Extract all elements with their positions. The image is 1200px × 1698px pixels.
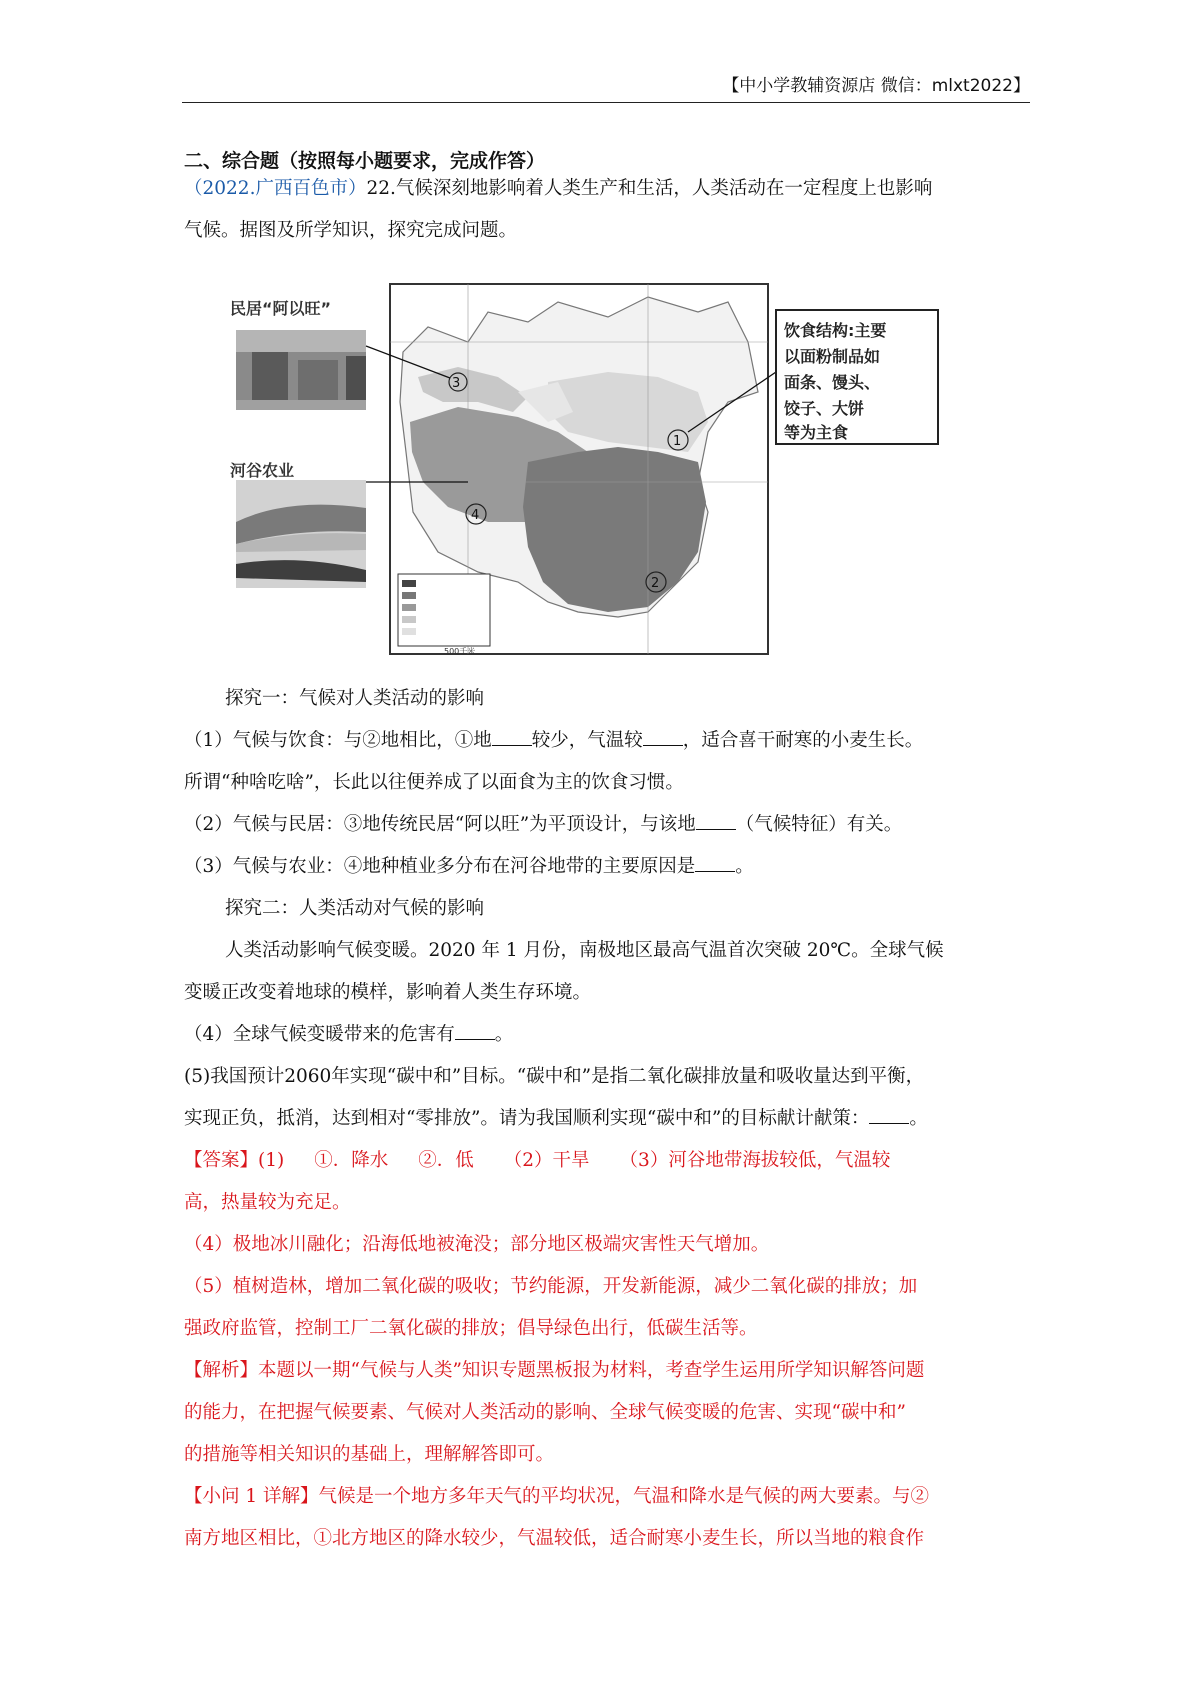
svg-text:1: 1 [673,434,682,449]
photo-ayiwang [230,299,366,410]
svg-text:4: 4 [471,508,480,523]
header-text: 【中小学教辅资源店 微信：mlxt2022】 [722,76,1030,96]
q5-line1: (5)我国预计2060年实现“碳中和”目标。“碳中和”是指二氧化碳排放量和吸收量达到平衡， [184,1066,925,1087]
question-stem-line2: 气候。据图及所学知识，探究完成问题。 [184,220,518,241]
question-stem-text: 22.气候深刻地影响着人类生产和生活，人类活动在一定程度上也影响 [366,178,933,199]
legend-scale: 500千米 [444,647,476,656]
note-line-3: 面条、馒头、 [784,373,881,392]
explore2-para-line1: 人类活动影响气候变暖。2020 年 1 月份，南极地区最高气温首次突破 20℃。全球气候 [225,940,944,961]
answer-blank[interactable] [455,1021,495,1040]
answer-blank[interactable] [869,1105,909,1124]
explore2-title: 探究二：人类活动对气候的影响 [225,898,485,919]
answer-blank[interactable] [695,853,735,872]
analysis-label: 【解析】 [184,1360,259,1381]
analysis-line3: 的措施等相关知识的基础上，理解解答即可。 [184,1444,555,1465]
note-line-2: 以面粉制品如 [784,347,881,366]
diet-note-box [776,310,938,444]
answer-line1: 【答案】(1) ①．降水 ②．低 （2）干旱 （3）河谷地带海拔较低，气温较 [184,1150,891,1171]
answer-line4: （5）植树造林，增加二氧化碳的吸收；节约能源，开发新能源，减少二氧化碳的排放；加 [184,1276,918,1297]
analysis-line1: 【解析】本题以一期“气候与人类”知识专题黑板报为材料，考查学生运用所学知识解答问题 [184,1360,925,1381]
note-line-1: 饮食结构:主要 [784,321,887,340]
svg-text:2: 2 [651,576,660,591]
photo1-label: 民居“阿以旺” [230,299,332,318]
question-figure [228,282,942,658]
map-figure-svg [228,282,942,658]
detail1-line1: 【小问 1 详解】气候是一个地方多年天气的平均状况，气温和降水是气候的两大要素。与② [184,1486,930,1507]
question-source: （2022.广西百色市） [184,178,367,199]
q1-line1: （1）气候与饮食：与②地相比，①地 较少，气温较 ，适合喜干耐寒的小麦生长。 [184,720,1030,762]
note-line-5: 等为主食 [784,423,849,442]
q4-line: （4）全球气候变暖带来的危害有 。 [184,1014,1030,1056]
answer-line3: （4）极地冰川融化；沿海低地被淹没；部分地区极端灾害性天气增加。 [184,1234,770,1255]
analysis-line2: 的能力，在把握气候要素、气候对人类活动的影响、全球气候变暖的危害、实现“碳中和” [184,1402,906,1423]
answer-label: 【答案】 [184,1150,259,1171]
q3-line: （3）气候与农业：④地种植业多分布在河谷地带的主要原因是 。 [184,846,1030,888]
explore2-para-line2: 变暖正改变着地球的模样，影响着人类生存环境。 [184,982,592,1003]
answer-blank[interactable] [696,811,736,830]
detail1-line2: 南方地区相比，①北方地区的降水较少，气温较低，适合耐寒小麦生长，所以当地的粮食作 [184,1528,925,1549]
explore1-title: 探究一：气候对人类活动的影响 [225,688,485,709]
note-line-4: 饺子、大饼 [784,399,865,418]
answer-blank[interactable] [492,727,532,746]
answer-blank[interactable] [643,727,683,746]
photo2-label: 河谷农业 [230,461,295,480]
section-title: 二、综合题（按照每小题要求，完成作答） [184,150,546,172]
photo-valley-agriculture [230,461,366,588]
question-stem-line1 [184,168,1030,210]
svg-text:3: 3 [452,376,461,391]
q5-line2: 实现正负，抵消，达到相对“零排放”。请为我国顺利实现“碳中和”的目标献计献策： 。 [184,1098,1030,1140]
answer-line5: 强政府监管，控制工厂二氧化碳的排放；倡导绿色出行，低碳生活等。 [184,1318,758,1339]
detail1-label: 【小问 1 详解】 [184,1486,319,1507]
answer-line2: 高，热量较为充足。 [184,1192,351,1213]
q1-line2: 所谓“种啥吃啥”，长此以往便养成了以面食为主的饮食习惯。 [184,772,684,793]
q2-line: （2）气候与民居：③地传统民居“阿以旺”为平顶设计，与该地 （气候特征）有关。 [184,804,1030,846]
page-header [182,66,1030,103]
china-climate-map [366,284,776,656]
